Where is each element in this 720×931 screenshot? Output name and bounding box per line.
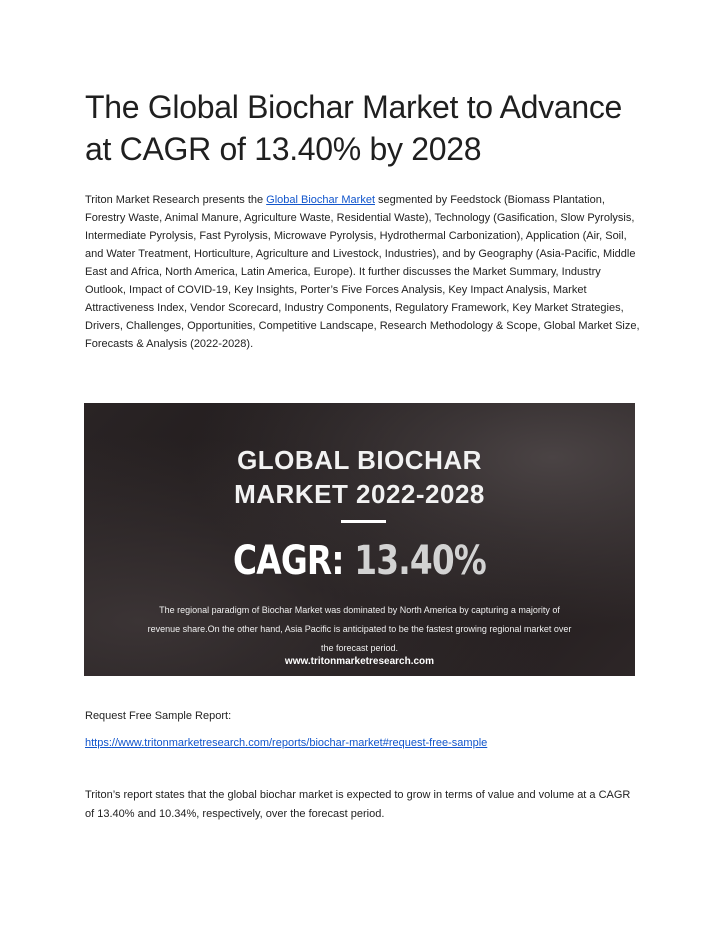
banner-title-line1: GLOBAL BIOCHAR: [237, 445, 482, 475]
market-banner-image: [84, 403, 635, 676]
banner-description: The regional paradigm of Biochar Market was dominated by North America by capturing a majority of revenue share.On the other hand, Asia Pacific is anticipated to be the fastest growing regional market over the forecast period.: [147, 605, 572, 653]
banner-title-line2: MARKET 2022-2028: [234, 479, 485, 509]
banner-cagr: [134, 538, 586, 584]
outro-paragraph: Triton’s report states that the global biochar market is expected to grow in terms of value and volume at a CAGR of 13.40% and 10.34%, respectively, over the forecast period.: [85, 789, 631, 820]
banner-divider: [341, 520, 386, 523]
intro-paragraph: [85, 191, 641, 353]
sample-report-label: Request Free Sample Report:: [85, 710, 232, 722]
cagr-label: CAGR:: [233, 538, 344, 584]
intro-text-end: segmented by Feedstock (Biomass Plantation, Forestry Waste, Animal Manure, Agriculture Waste, Residential Waste), Technology (Gasification, Slow Pyrolysis, Intermediate Pyrolysis, Fast Pyrolysis, Microwave Pyrolysis, Hydrothermal Carbonization), Application (Air, Soil, and Water Treatment, Horticulture, Agriculture and Livestock, Industries), and by Geography (Asia-Pacific, Middle East and Africa, North America, Latin America, Europe). It further discusses the Market Summary, Industry Outlook, Impact of COVID-19, Key Insights, Porter’s Five Forces Analysis, Key Impact Analysis, Market Attractiveness Index, Vendor Scorecard, Industry Components, Regulatory Framework, Key Market Strategies, Drivers, Challenges, Opportunities, Competitive Landscape, Research Methodology & Scope, Global Market Size, Forecasts & Analysis (2022-2028).: [85, 194, 640, 350]
page-title: The Global Biochar Market to Advance at CAGR of 13.40% by 2028: [85, 89, 623, 167]
sample-report-link[interactable]: https://www.tritonmarketresearch.com/reports/biochar-market#request-free-sample: [85, 737, 488, 749]
global-biochar-market-link[interactable]: Global Biochar Market: [266, 194, 375, 206]
cagr-value: 13.40%: [343, 538, 486, 584]
banner-url: www.tritonmarketresearch.com: [284, 656, 435, 667]
intro-text-start: Triton Market Research presents the: [85, 194, 267, 206]
